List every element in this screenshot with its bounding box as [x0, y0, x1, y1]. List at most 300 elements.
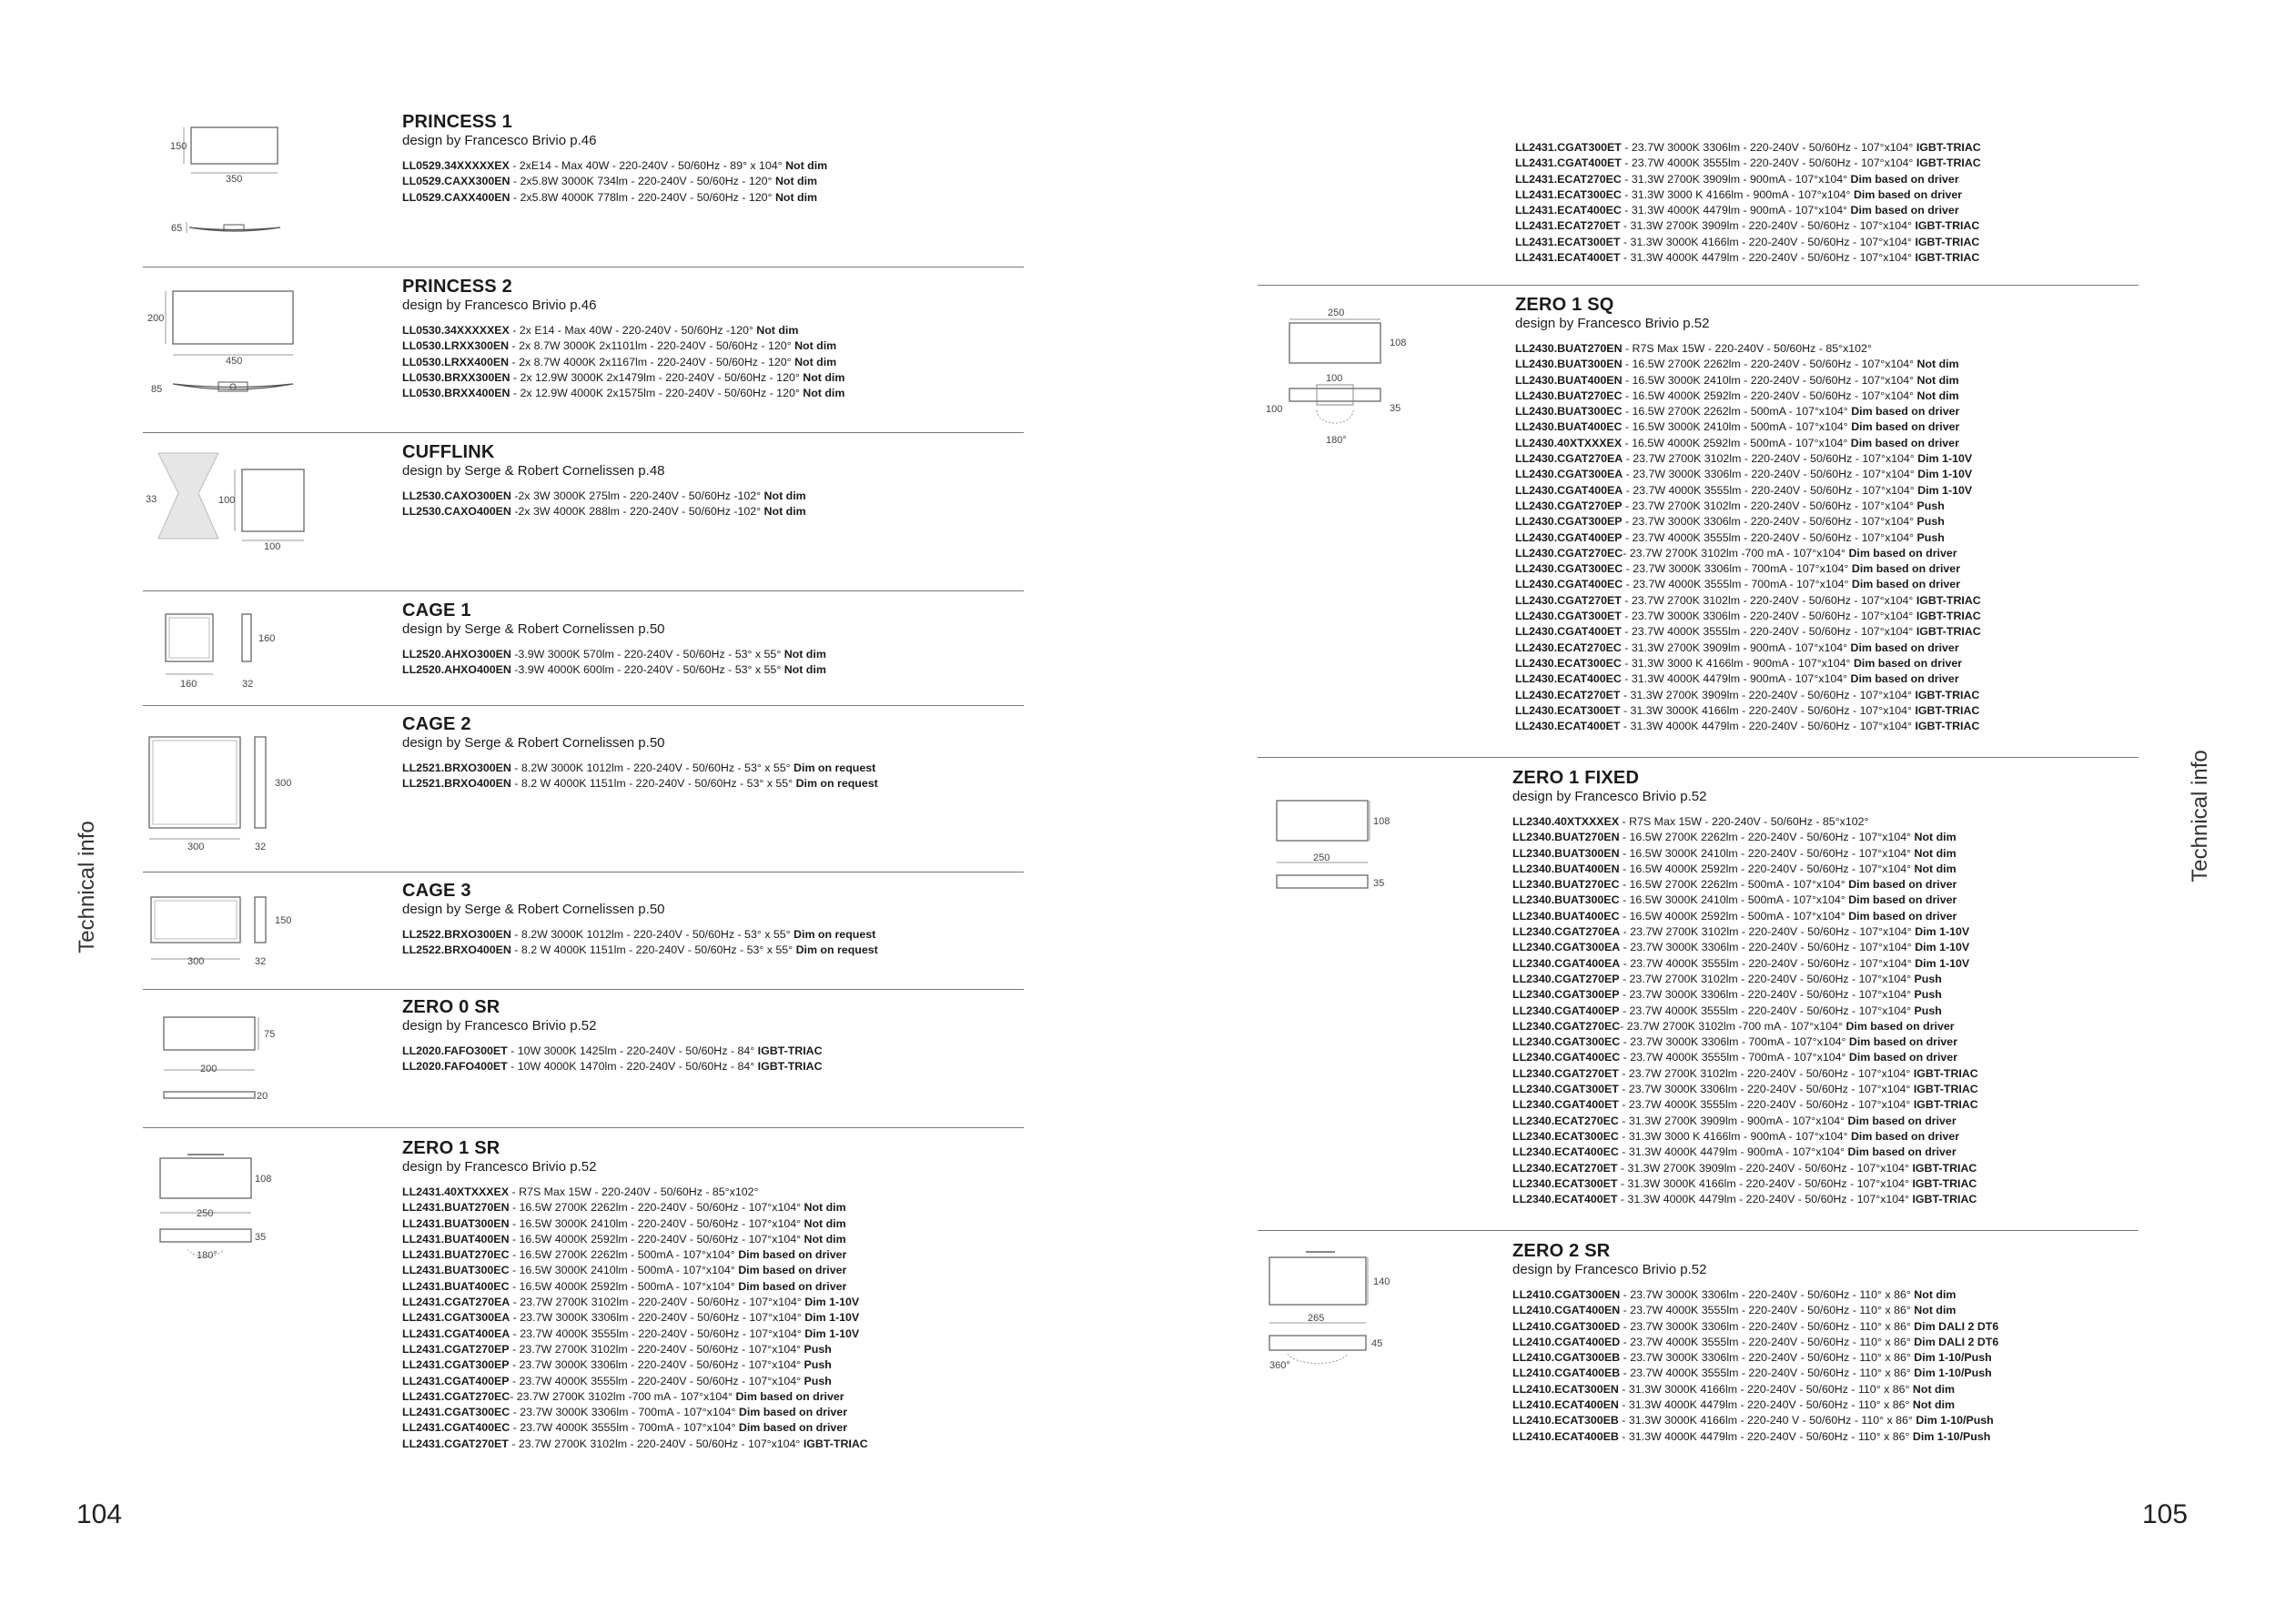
- spec-row: [402, 370, 844, 386]
- spec-description: - 8.2 W 4000K 1151lm - 220-240V - 50/60Hz - 53° x 55°: [511, 943, 796, 957]
- spec-row: [1512, 1097, 1978, 1113]
- spec-description: - 23.7W 2700K 3102lm - 220-240V - 50/60Hz - 107°x104°: [510, 1296, 805, 1309]
- dimming-type: Not dim: [763, 505, 806, 519]
- spec-description: - 31.3W 4000K 4479lm - 220-240V - 50/60Hz - 107°x104°: [1620, 251, 1916, 265]
- article-code: LL2431.CGAT300EP: [402, 1358, 510, 1372]
- section-zero0sr: [402, 996, 823, 1075]
- spec-row: [1512, 846, 1978, 862]
- dimming-type: Dim on request: [794, 762, 876, 774]
- article-code: LL0529.CAXX400EN: [402, 190, 511, 204]
- section-cage3: [402, 880, 878, 959]
- spec-row: [1515, 250, 1981, 266]
- product-title: ZERO 0 SR: [402, 997, 500, 1017]
- article-code: LL2521.BRXO400EN: [402, 777, 511, 791]
- spec-row: [402, 776, 878, 792]
- spec-row: [1512, 1382, 1998, 1397]
- spec-row: [1512, 940, 1978, 955]
- article-code: LL2340.CGAT300ET: [1512, 1083, 1619, 1096]
- dimming-type: Not dim: [1912, 1398, 1956, 1412]
- article-code: LL2430.CGAT270ET: [1515, 593, 1622, 607]
- spec-list: [402, 323, 844, 401]
- article-code: LL0530.34XXXXXEX: [402, 324, 510, 337]
- dimming-type: IGBT-TRIAC: [1913, 1098, 1978, 1112]
- dimming-type: IGBT-TRIAC: [1916, 141, 1981, 154]
- article-code: LL2340.CGAT400EA: [1512, 956, 1621, 970]
- spec-description: - 16.5W 4000K 2592lm - 220-240V - 50/60Hz - 107°x104°: [1622, 388, 1917, 402]
- dimming-type: Dim on request: [794, 928, 876, 941]
- spec-list: [1512, 1287, 1998, 1445]
- spec-row: [1512, 893, 1978, 908]
- article-code: LL2522.BRXO300EN: [402, 928, 511, 941]
- article-code: LL2340.BUAT300EN: [1512, 846, 1620, 860]
- dimming-type: Not dim: [785, 159, 828, 172]
- article-code: LL2410.CGAT400ED: [1512, 1335, 1621, 1348]
- spec-description: - 23.7W 3000K 3306lm - 220-240V - 50/60Hz - 107°x104°: [1622, 515, 1917, 529]
- dimming-type: Dim based on driver: [1850, 204, 1959, 217]
- article-code: LL2430.CGAT400EP: [1515, 530, 1623, 544]
- spec-description: -2x 3W 4000K 288lm - 220-240V - 50/60Hz -102°: [511, 505, 764, 519]
- spec-row: [402, 1044, 823, 1059]
- article-code: LL2430.40XTXXXEX: [1515, 436, 1623, 449]
- spec-list: [402, 647, 826, 679]
- article-code: LL2430.BUAT270EN: [1515, 342, 1623, 355]
- article-code: LL2431.ECAT270EC: [1515, 172, 1622, 186]
- dimming-type: Not dim: [774, 190, 818, 204]
- spec-description: - 23.7W 2700K 3102lm -700 mA - 107°x104°: [1620, 1019, 1846, 1033]
- article-code: LL2410.ECAT300EB: [1512, 1414, 1619, 1427]
- zero1sq-drawing: [1260, 305, 1415, 459]
- spec-row: [1512, 1129, 1978, 1145]
- spec-row: [1512, 1397, 1998, 1413]
- article-code: LL2431.CGAT270ET: [402, 1437, 509, 1450]
- spec-row: [402, 1200, 868, 1215]
- svg-text:35: 35: [255, 1232, 267, 1243]
- spec-list: [402, 927, 878, 959]
- dimming-type: Push: [1914, 988, 1942, 1002]
- spec-description: - 23.7W 2700K 3102lm -700 mA - 107°x104°: [510, 1389, 736, 1403]
- dimming-type: Not dim: [1914, 831, 1956, 844]
- svg-text:108: 108: [1390, 338, 1407, 348]
- article-code: LL2430.ECAT300EC: [1515, 656, 1622, 670]
- spec-description: - 23.7W 3000K 3306lm - 220-240V - 50/60Hz - 107°x104°: [510, 1311, 805, 1325]
- svg-text:180°: 180°: [1326, 435, 1347, 446]
- article-code: LL2522.BRXO400EN: [402, 943, 511, 957]
- section-zero1sq: [1515, 294, 1981, 734]
- designer-credit: design by Serge & Robert Cornelissen p.50: [402, 902, 665, 917]
- article-code: LL2340.ECAT300ET: [1512, 1176, 1618, 1190]
- spec-row: [402, 504, 806, 519]
- designer-credit: design by Francesco Brivio p.52: [1515, 316, 1710, 331]
- dimming-type: Dim 1-10/Push: [1914, 1367, 1992, 1380]
- spec-description: - 16.5W 2700K 2262lm - 220-240V - 50/60Hz - 107°x104°: [1622, 358, 1917, 371]
- spec-row: [402, 1389, 868, 1405]
- dimming-type: Not dim: [1914, 1288, 1956, 1301]
- spec-row: [1515, 609, 1981, 624]
- spec-row: [1515, 436, 1981, 451]
- dimming-type: Not dim: [756, 324, 799, 337]
- article-code: LL0530.BRXX300EN: [402, 370, 511, 384]
- article-code: LL2530.CAXO400EN: [402, 505, 511, 519]
- article-code: LL2410.CGAT300EN: [1512, 1288, 1621, 1301]
- spec-description: - 10W 3000K 1425lm - 220-240V - 50/60Hz - 84°: [507, 1044, 758, 1057]
- spec-row: [1512, 972, 1978, 987]
- designer-credit: design by Francesco Brivio p.52: [402, 1159, 597, 1175]
- spec-description: - 31.3W 3000K 4166lm - 220-240V - 50/60Hz - 107°x104°: [1620, 703, 1916, 717]
- article-code: LL2431.BUAT400EN: [402, 1232, 510, 1246]
- spec-description: - 23.7W 3000K 3306lm - 220-240V - 50/60Hz - 110° x 86°: [1620, 1319, 1915, 1333]
- article-code: LL2430.BUAT400EC: [1515, 420, 1623, 434]
- dimming-type: Push: [804, 1342, 832, 1356]
- svg-text:300: 300: [187, 956, 205, 967]
- dimming-type: Push: [1916, 499, 1945, 512]
- spec-description: - 23.7W 4000K 3555lm - 220-240V - 50/60Hz - 107°x104°: [509, 1374, 804, 1387]
- spec-row: [402, 323, 844, 338]
- spec-row: [1512, 1366, 1998, 1381]
- side-label-right: Technical info: [2188, 750, 2212, 883]
- spec-row: [1515, 688, 1981, 703]
- spec-row: [1512, 1176, 1978, 1192]
- separator: [143, 989, 1024, 990]
- separator: [143, 705, 1024, 706]
- section-zero1fixed: [1512, 767, 1978, 1207]
- article-code: LL2430.BUAT300EC: [1515, 405, 1623, 419]
- spec-description: - 16.5W 3000K 2410lm - 220-240V - 50/60Hz - 107°x104°: [1622, 373, 1917, 387]
- dimming-type: Dim based on driver: [1853, 187, 1963, 201]
- spec-row: [402, 1263, 868, 1278]
- dimming-type: Not dim: [784, 648, 826, 661]
- dimming-type: IGBT-TRIAC: [1912, 1161, 1977, 1175]
- spec-row: [1512, 862, 1978, 877]
- spec-description: - 23.7W 2700K 3102lm - 220-240V - 50/60Hz - 107°x104°: [1623, 452, 1918, 466]
- dimming-type: Dim 1-10V: [1917, 483, 1973, 497]
- spec-description: - 2x5.8W 3000K 734lm - 220-240V - 50/60Hz - 120°: [510, 175, 775, 188]
- spec-description: - 23.7W 4000K 3555lm - 220-240V - 50/60Hz - 107°x104°: [1623, 483, 1918, 497]
- dimming-type: IGBT-TRIAC: [757, 1060, 823, 1074]
- product-title: CAGE 3: [402, 881, 471, 901]
- svg-text:350: 350: [226, 174, 243, 185]
- spec-row: [1512, 1303, 1998, 1318]
- spec-description: - 31.3W 3000K 4166lm - 220-240 V - 50/60Hz - 110° x 86°: [1618, 1414, 1916, 1427]
- article-code: LL2430.ECAT270ET: [1515, 688, 1621, 701]
- dimming-type: Push: [1916, 515, 1945, 529]
- article-code: LL2410.CGAT300EB: [1512, 1351, 1621, 1365]
- dimming-type: Not dim: [1916, 358, 1959, 371]
- spec-description: - 31.3W 2700K 3909lm - 220-240V - 50/60Hz - 107°x104°: [1617, 1161, 1913, 1175]
- article-code: LL2340.CGAT300EA: [1512, 941, 1621, 954]
- separator: [143, 590, 1024, 591]
- article-code: LL2410.CGAT300ED: [1512, 1319, 1621, 1333]
- spec-description: - 23.7W 4000K 3555lm - 220-240V - 50/60Hz - 110° x 86°: [1620, 1367, 1915, 1380]
- dimming-type: Dim 1-10V: [1915, 941, 1970, 954]
- spec-row: [1512, 1019, 1978, 1034]
- spec-description: - 23.7W 2700K 3102lm - 220-240V - 50/60Hz - 107°x104°: [1621, 593, 1916, 607]
- spec-row: [1512, 909, 1978, 924]
- dimming-type: Dim based on driver: [1851, 420, 1960, 434]
- spec-row: [1515, 140, 1981, 156]
- dimming-type: IGBT-TRIAC: [757, 1044, 823, 1057]
- spec-row: [402, 1374, 868, 1389]
- dimming-type: Dim based on driver: [738, 1248, 847, 1262]
- dimming-type: Dim based on driver: [1853, 656, 1963, 670]
- side-label-left: Technical info: [75, 821, 99, 953]
- svg-text:360°: 360°: [1269, 1360, 1290, 1371]
- article-code: LL2521.BRXO300EN: [402, 762, 511, 774]
- spec-list: [402, 1185, 868, 1452]
- spec-description: - 23.7W 4000K 3555lm - 700mA - 107°x104°: [510, 1421, 739, 1435]
- article-code: LL2340.CGAT270EC: [1512, 1019, 1621, 1033]
- separator: [143, 1127, 1024, 1128]
- svg-text:108: 108: [255, 1174, 272, 1185]
- spec-description: - 23.7W 3000K 3306lm - 220-240V - 50/60Hz - 110° x 86°: [1620, 1288, 1915, 1301]
- dimming-type: Dim based on driver: [1851, 405, 1960, 419]
- article-code: LL2431.BUAT270EN: [402, 1201, 510, 1215]
- article-code: LL2430.CGAT400ET: [1515, 625, 1622, 639]
- dimming-type: Dim based on driver: [1850, 172, 1959, 186]
- article-code: LL2410.ECAT300EN: [1512, 1382, 1619, 1396]
- section-princess1: [402, 111, 827, 206]
- spec-description: - 23.7W 4000K 3555lm - 220-240V - 50/60Hz - 107°x104°: [1618, 1098, 1914, 1112]
- spec-row: [402, 1437, 868, 1452]
- svg-text:100: 100: [1266, 404, 1283, 415]
- article-code: LL2430.ECAT400ET: [1515, 720, 1621, 733]
- article-code: LL2530.CAXO300EN: [402, 489, 511, 502]
- dimming-type: Not dim: [804, 1232, 846, 1246]
- spec-row: [402, 355, 844, 370]
- dimming-type: Not dim: [1914, 862, 1956, 875]
- dimming-type: IGBT-TRIAC: [1913, 1083, 1978, 1096]
- spec-description: - 31.3W 4000K 4479lm - 900mA - 107°x104°: [1618, 1145, 1848, 1159]
- dimming-type: Dim based on driver: [738, 1279, 847, 1293]
- svg-text:250: 250: [197, 1208, 214, 1219]
- spec-row: [402, 1247, 868, 1263]
- spec-description: - 23.7W 2700K 3102lm - 220-240V - 50/60Hz - 107°x104°: [1620, 925, 1916, 939]
- spec-row: [1512, 830, 1978, 845]
- spec-row: [402, 1232, 868, 1247]
- spec-description: - 2x5.8W 4000K 778lm - 220-240V - 50/60Hz - 120°: [510, 190, 775, 204]
- dimming-type: Not dim: [803, 387, 845, 400]
- article-code: LL2340.ECAT400EC: [1512, 1145, 1619, 1159]
- section-cufflink: [402, 441, 806, 520]
- dimming-type: Not dim: [804, 1216, 846, 1230]
- dimming-type: Dim 1-10V: [1917, 452, 1973, 466]
- svg-text:75: 75: [264, 1029, 276, 1040]
- spec-row: [402, 1310, 868, 1326]
- spec-description: - 23.7W 3000K 3306lm - 700mA - 107°x104°: [510, 1406, 739, 1419]
- zero2sr-drawing: [1260, 1246, 1415, 1383]
- spec-row: [402, 386, 844, 401]
- article-code: LL2430.CGAT300EC: [1515, 562, 1623, 576]
- product-title: CUFFLINK: [402, 442, 495, 462]
- spec-description: - 23.7W 2700K 3102lm - 220-240V - 50/60Hz - 107°x104°: [508, 1437, 804, 1450]
- article-code: LL0529.34XXXXXEX: [402, 159, 510, 172]
- spec-description: - 2x 12.9W 3000K 2x1479lm - 220-240V - 50/60Hz - 120°: [510, 370, 804, 384]
- article-code: LL2340.ECAT270ET: [1512, 1161, 1618, 1175]
- dimming-type: IGBT-TRIAC: [1915, 703, 1980, 717]
- article-code: LL2431.CGAT270EP: [402, 1342, 510, 1356]
- spec-row: [1512, 1350, 1998, 1366]
- dimming-type: Not dim: [774, 175, 818, 188]
- article-code: LL2340.ECAT270EC: [1512, 1114, 1619, 1127]
- dimming-type: Dim based on driver: [1848, 1035, 1958, 1049]
- spec-row: [402, 1357, 868, 1373]
- spec-description: - 23.7W 4000K 3555lm - 220-240V - 50/60Hz - 107°x104°: [1620, 956, 1916, 970]
- svg-text:65: 65: [171, 223, 183, 234]
- cufflink-drawing: [146, 448, 309, 557]
- spec-description: - 8.2W 3000K 1012lm - 220-240V - 50/60Hz - 53° x 55°: [511, 762, 794, 774]
- article-code: LL2431.CGAT300ET: [1515, 141, 1622, 154]
- dimming-type: Not dim: [1916, 388, 1959, 402]
- spec-description: - 16.5W 3000K 2410lm - 500mA - 107°x104°: [509, 1264, 739, 1277]
- spec-row: [1512, 1319, 1998, 1335]
- article-code: LL2430.CGAT300ET: [1515, 610, 1622, 623]
- svg-text:108: 108: [1373, 816, 1390, 827]
- article-code: LL2410.ECAT400EN: [1512, 1398, 1619, 1412]
- dimming-type: Dim based on driver: [1848, 1051, 1958, 1064]
- spec-row: [402, 1279, 868, 1295]
- article-code: LL2431.40XTXXXEX: [402, 1185, 510, 1198]
- spec-list: [402, 489, 806, 520]
- svg-text:200: 200: [147, 313, 165, 324]
- spec-list: [1512, 814, 1978, 1207]
- spec-row: [1512, 877, 1978, 893]
- spec-row: [402, 489, 806, 504]
- designer-credit: design by Serge & Robert Cornelissen p.50: [402, 735, 665, 751]
- spec-description: - 31.3W 4000K 4479lm - 220-240V - 50/60Hz - 107°x104°: [1620, 720, 1916, 733]
- spec-description: - 16.5W 3000K 2410lm - 220-240V - 50/60Hz - 107°x104°: [509, 1216, 804, 1230]
- spec-description: - 23.7W 4000K 3555lm - 700mA - 107°x104°: [1623, 578, 1852, 591]
- spec-description: - 23.7W 3000K 3306lm - 220-240V - 50/60Hz - 107°x104°: [1618, 1083, 1914, 1096]
- spec-list: [402, 158, 827, 206]
- spec-description: - 23.7W 4000K 3555lm - 220-240V - 50/60Hz - 107°x104°: [1622, 530, 1917, 544]
- spec-row: [402, 1326, 868, 1342]
- spec-row: [1515, 546, 1981, 561]
- spec-row: [1515, 656, 1981, 671]
- article-code: LL2520.AHXO400EN: [402, 663, 511, 677]
- article-code: LL2430.CGAT400EA: [1515, 483, 1623, 497]
- spec-description: - 23.7W 4000K 3555lm - 220-240V - 50/60Hz - 110° x 86°: [1620, 1335, 1915, 1348]
- dimming-type: Push: [1914, 1004, 1942, 1017]
- spec-row: [1512, 814, 1978, 830]
- spec-row: [1515, 156, 1981, 171]
- spec-description: - 8.2W 3000K 1012lm - 220-240V - 50/60Hz - 53° x 55°: [511, 928, 794, 941]
- spec-row: [402, 338, 844, 354]
- article-code: LL2520.AHXO300EN: [402, 648, 511, 661]
- princess1-drawing: [164, 118, 300, 246]
- separator: [143, 872, 1024, 873]
- spec-description: - R7S Max 15W - 220-240V - 50/60Hz - 85°x102°: [1619, 815, 1869, 828]
- article-code: LL2430.BUAT300EN: [1515, 358, 1623, 371]
- spec-description: - 31.3W 2700K 3909lm - 900mA - 107°x104°: [1618, 1114, 1848, 1127]
- spec-description: - 31.3W 2700K 3909lm - 220-240V - 50/60Hz - 107°x104°: [1620, 688, 1916, 701]
- article-code: LL2431.BUAT270EC: [402, 1248, 510, 1262]
- spec-description: - 16.5W 4000K 2592lm - 220-240V - 50/60Hz - 107°x104°: [509, 1232, 804, 1246]
- spec-row: [1512, 1034, 1978, 1050]
- article-code: LL0530.LRXX300EN: [402, 339, 510, 353]
- spec-description: - 16.5W 2700K 2262lm - 500mA - 107°x104°: [1622, 405, 1852, 419]
- spec-row: [1515, 451, 1981, 467]
- article-code: LL2430.ECAT300ET: [1515, 703, 1621, 717]
- spec-row: [1512, 1161, 1978, 1176]
- spec-row: [1512, 1050, 1978, 1065]
- dimming-type: Push: [1916, 530, 1945, 544]
- page-number-left: 104: [76, 1499, 123, 1529]
- spec-row: [1512, 1082, 1978, 1097]
- article-code: LL2340.BUAT400EC: [1512, 909, 1620, 923]
- dimming-type: Dim 1-10V: [804, 1326, 860, 1340]
- article-code: LL2431.CGAT400ET: [1515, 156, 1622, 170]
- spec-description: - 31.3W 3000K 4166lm - 220-240V - 50/60Hz - 110° x 86°: [1618, 1382, 1913, 1396]
- article-code: LL2431.CGAT400EC: [402, 1421, 511, 1435]
- dimming-type: Dim based on driver: [1851, 578, 1961, 591]
- spec-description: - 31.3W 3000K 4166lm - 220-240V - 50/60Hz - 107°x104°: [1617, 1176, 1913, 1190]
- spec-description: - 23.7W 3000K 3306lm - 220-240V - 50/60Hz - 107°x104°: [1619, 988, 1915, 1002]
- spec-row: [1515, 624, 1981, 640]
- article-code: LL2430.CGAT300EA: [1515, 468, 1623, 481]
- designer-credit: design by Francesco Brivio p.52: [1512, 789, 1707, 804]
- spec-row: [402, 1342, 868, 1357]
- spec-description: - 16.5W 4000K 2592lm - 500mA - 107°x104°: [1619, 909, 1849, 923]
- spec-row: [1515, 641, 1981, 656]
- article-code: LL2340.ECAT300EC: [1512, 1129, 1619, 1143]
- svg-text:160: 160: [180, 679, 197, 690]
- spec-description: - 31.3W 4000K 4479lm - 900mA - 107°x104°: [1621, 672, 1851, 686]
- spec-row: [1515, 671, 1981, 687]
- article-code: LL2431.CGAT300EC: [402, 1406, 511, 1419]
- spec-description: - 23.7W 3000K 3306lm - 220-240V - 50/60Hz - 107°x104°: [1623, 468, 1918, 481]
- spec-description: - R7S Max 15W - 220-240V - 50/60Hz - 85°x102°: [509, 1185, 759, 1198]
- article-code: LL2431.CGAT270EA: [402, 1296, 511, 1309]
- article-code: LL0530.LRXX400EN: [402, 355, 510, 368]
- separator: [143, 432, 1024, 433]
- dimming-type: Dim DALI 2 DT6: [1914, 1319, 1999, 1333]
- spec-description: - 16.5W 2700K 2262lm - 500mA - 107°x104°: [509, 1248, 739, 1262]
- dimming-type: Push: [804, 1374, 832, 1387]
- dimming-type: Not dim: [794, 339, 837, 353]
- article-code: LL2340.CGAT270ET: [1512, 1066, 1619, 1080]
- article-code: LL2020.FAFO400ET: [402, 1060, 508, 1074]
- spec-description: - R7S Max 15W - 220-240V - 50/60Hz - 85°x102°: [1622, 342, 1872, 355]
- dimming-type: Dim based on driver: [1848, 909, 1957, 923]
- dimming-type: Dim based on driver: [1848, 893, 1957, 907]
- spec-row: [1515, 172, 1981, 187]
- article-code: LL2340.CGAT300EC: [1512, 1035, 1621, 1049]
- dimming-type: Dim 1-10V: [804, 1296, 860, 1309]
- spec-row: [1512, 1004, 1978, 1019]
- spec-row: [1512, 1429, 1998, 1445]
- svg-text:250: 250: [1313, 852, 1330, 863]
- dimming-type: IGBT-TRIAC: [1915, 235, 1980, 248]
- dimming-type: IGBT-TRIAC: [1912, 1176, 1977, 1190]
- designer-credit: design by Francesco Brivio p.52: [1512, 1262, 1707, 1277]
- svg-text:35: 35: [1390, 403, 1401, 414]
- svg-text:160: 160: [258, 633, 276, 644]
- article-code: LL2430.CGAT270EC: [1515, 546, 1623, 560]
- article-code: LL2431.ECAT400ET: [1515, 251, 1621, 265]
- svg-text:20: 20: [257, 1091, 268, 1102]
- dimming-type: IGBT-TRIAC: [1916, 625, 1981, 639]
- zero0sr-drawing: [155, 1008, 300, 1108]
- spec-row: [402, 1059, 823, 1074]
- dimming-type: Push: [804, 1358, 832, 1372]
- spec-description: - 23.7W 4000K 3555lm - 220-240V - 50/60Hz - 107°x104°: [1619, 1004, 1915, 1017]
- spec-list: [1515, 341, 1981, 734]
- spec-description: - 31.3W 4000K 4479lm - 900mA - 107°x104°: [1621, 204, 1851, 217]
- spec-row: [1515, 577, 1981, 592]
- spec-row: [1512, 1413, 1998, 1428]
- article-code: LL0529.CAXX300EN: [402, 175, 511, 188]
- svg-text:100: 100: [218, 495, 236, 506]
- section-zero1sr-continued: [1515, 140, 1981, 266]
